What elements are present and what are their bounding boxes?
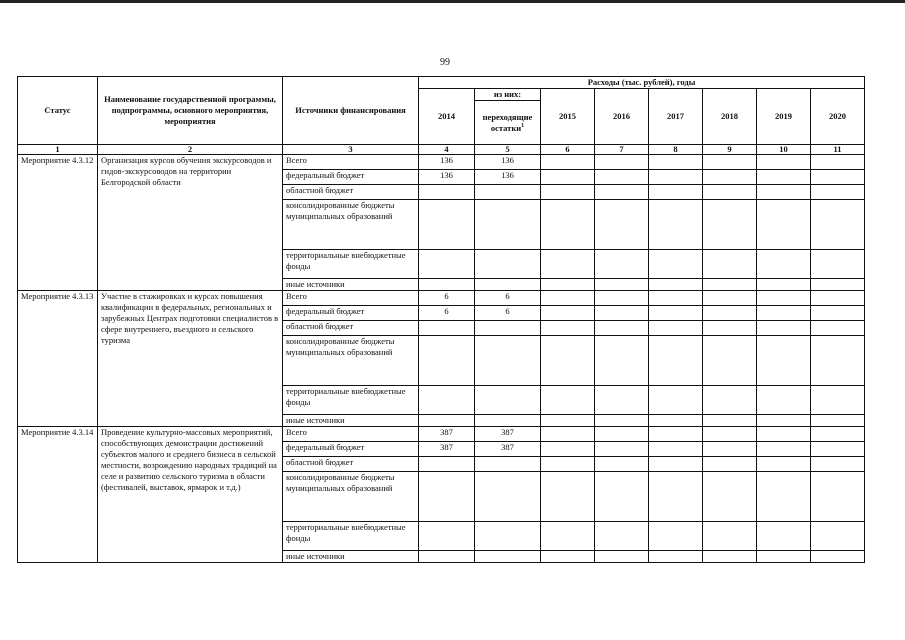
budget-table	[17, 76, 865, 563]
funding-source: областной бюджет	[283, 321, 419, 336]
value-2019	[757, 551, 811, 563]
funding-source: Всего	[283, 291, 419, 306]
value-2016	[595, 336, 649, 386]
value-2020	[811, 200, 865, 250]
value-2020	[811, 170, 865, 185]
value-carryover: 136	[475, 155, 541, 170]
value-2016	[595, 386, 649, 415]
value-2017	[649, 457, 703, 472]
table-body	[18, 155, 865, 563]
header-year-2018: 2018	[703, 89, 757, 145]
header-of-which: из них:	[475, 89, 541, 101]
value-2016	[595, 306, 649, 321]
funding-source: консолидированные бюджеты муниципальных образований	[283, 472, 419, 522]
value-2017	[649, 250, 703, 279]
value-2019	[757, 279, 811, 291]
value-2015	[541, 472, 595, 522]
value-2018	[703, 551, 757, 563]
value-2020	[811, 279, 865, 291]
value-2014	[419, 185, 475, 200]
value-2016	[595, 155, 649, 170]
value-2018	[703, 250, 757, 279]
value-carryover	[475, 522, 541, 551]
value-2017	[649, 386, 703, 415]
value-2015	[541, 321, 595, 336]
value-2018	[703, 442, 757, 457]
value-2018	[703, 472, 757, 522]
header-year-2019: 2019	[757, 89, 811, 145]
value-2016	[595, 250, 649, 279]
value-2014: 136	[419, 155, 475, 170]
value-2018	[703, 386, 757, 415]
table-row	[18, 427, 865, 442]
value-2017	[649, 155, 703, 170]
funding-source: федеральный бюджет	[283, 442, 419, 457]
value-2019	[757, 442, 811, 457]
value-2018	[703, 321, 757, 336]
header-year-2015: 2015	[541, 89, 595, 145]
value-2015	[541, 306, 595, 321]
value-2018	[703, 291, 757, 306]
scan-edge	[0, 0, 905, 3]
value-carryover	[475, 279, 541, 291]
table-row	[18, 155, 865, 170]
value-2017	[649, 336, 703, 386]
measure-name: Проведение культурно-массовых мероприятий, способствующих демонстрации достижений субъектов малого и среднего бизнеса в сельской местности, возрождению народных традиций на селе и развитию сельского туризма в области (фестивалей, выставок, ярмарок и т.д.)	[98, 427, 283, 563]
funding-source: иные источники	[283, 279, 419, 291]
value-2014	[419, 472, 475, 522]
value-2020	[811, 386, 865, 415]
page-number: 99	[440, 57, 450, 68]
value-2015	[541, 170, 595, 185]
measure-name: Участие в стажировках и курсах повышения квалификации в федеральных, региональных и зарубежных Центрах подготовки специалистов в сфере внутреннего, въездного и сельского туризма	[98, 291, 283, 427]
value-2014	[419, 522, 475, 551]
column-number: 7	[595, 145, 649, 155]
value-2016	[595, 279, 649, 291]
value-2016	[595, 442, 649, 457]
value-2014	[419, 551, 475, 563]
value-2017	[649, 522, 703, 551]
funding-source: территориальные внебюджетные фонды	[283, 386, 419, 415]
column-number: 4	[419, 145, 475, 155]
value-2020	[811, 472, 865, 522]
value-2020	[811, 442, 865, 457]
value-2016	[595, 321, 649, 336]
value-2014	[419, 250, 475, 279]
value-2014	[419, 279, 475, 291]
value-carryover	[475, 250, 541, 279]
value-2019	[757, 200, 811, 250]
funding-source: консолидированные бюджеты муниципальных образований	[283, 200, 419, 250]
value-carryover: 387	[475, 442, 541, 457]
column-number: 11	[811, 145, 865, 155]
value-2019	[757, 321, 811, 336]
value-2018	[703, 427, 757, 442]
value-2020	[811, 336, 865, 386]
value-2015	[541, 415, 595, 427]
value-2016	[595, 551, 649, 563]
value-carryover	[475, 321, 541, 336]
value-2014	[419, 457, 475, 472]
value-2015	[541, 200, 595, 250]
value-2017	[649, 442, 703, 457]
value-2018	[703, 415, 757, 427]
value-2019	[757, 415, 811, 427]
value-2014	[419, 336, 475, 386]
value-2018	[703, 200, 757, 250]
value-2018	[703, 185, 757, 200]
funding-source: областной бюджет	[283, 457, 419, 472]
header-carryover: переходящие остатки$^1$	[475, 101, 541, 145]
value-2015	[541, 185, 595, 200]
value-2019	[757, 457, 811, 472]
value-2020	[811, 522, 865, 551]
value-2019	[757, 386, 811, 415]
funding-source: территориальные внебюджетные фонды	[283, 522, 419, 551]
value-carryover	[475, 386, 541, 415]
funding-source: федеральный бюджет	[283, 306, 419, 321]
column-number: 5	[475, 145, 541, 155]
value-carryover	[475, 457, 541, 472]
value-2014	[419, 321, 475, 336]
funding-source: иные источники	[283, 551, 419, 563]
value-2017	[649, 170, 703, 185]
value-2016	[595, 457, 649, 472]
header-sources: Источники финансирования	[283, 77, 419, 145]
measure-status: Мероприятие 4.3.14	[18, 427, 98, 563]
value-2019	[757, 155, 811, 170]
header-expenses: Расходы (тыс. рублей), годы	[419, 77, 865, 89]
value-2016	[595, 200, 649, 250]
funding-source: Всего	[283, 155, 419, 170]
value-2016	[595, 415, 649, 427]
value-2019	[757, 291, 811, 306]
value-2020	[811, 185, 865, 200]
value-2015	[541, 250, 595, 279]
value-carryover: 6	[475, 291, 541, 306]
value-2015	[541, 551, 595, 563]
value-2020	[811, 155, 865, 170]
value-2015	[541, 457, 595, 472]
value-2016	[595, 170, 649, 185]
measure-status: Мероприятие 4.3.13	[18, 291, 98, 427]
value-2015	[541, 291, 595, 306]
value-2019	[757, 250, 811, 279]
header-year-2016: 2016	[595, 89, 649, 145]
value-2020	[811, 291, 865, 306]
header-status: Статус	[18, 77, 98, 145]
header-name: Наименование государственной программы, подпрограммы, основного мероприятия, мероприятия	[98, 77, 283, 145]
value-2017	[649, 321, 703, 336]
value-2016	[595, 522, 649, 551]
value-2014	[419, 386, 475, 415]
funding-source: Всего	[283, 427, 419, 442]
column-number: 1	[18, 145, 98, 155]
value-2015	[541, 279, 595, 291]
value-2016	[595, 472, 649, 522]
value-2019	[757, 336, 811, 386]
value-2015	[541, 522, 595, 551]
column-number: 8	[649, 145, 703, 155]
value-2017	[649, 427, 703, 442]
measure-status: Мероприятие 4.3.12	[18, 155, 98, 291]
value-carryover	[475, 185, 541, 200]
measure-name: Организация курсов обучения экскурсоводов и гидов-экскурсоводов на территории Белгородской области	[98, 155, 283, 291]
value-2015	[541, 155, 595, 170]
value-2014	[419, 200, 475, 250]
value-2018	[703, 522, 757, 551]
value-2019	[757, 185, 811, 200]
value-2014: 387	[419, 442, 475, 457]
column-number: 9	[703, 145, 757, 155]
value-2020	[811, 551, 865, 563]
value-2020	[811, 250, 865, 279]
value-2017	[649, 415, 703, 427]
value-2020	[811, 306, 865, 321]
value-2014: 387	[419, 427, 475, 442]
value-2016	[595, 185, 649, 200]
header-year-2020: 2020	[811, 89, 865, 145]
value-carryover	[475, 200, 541, 250]
value-2019	[757, 427, 811, 442]
value-2015	[541, 386, 595, 415]
column-number: 10	[757, 145, 811, 155]
funding-source: территориальные внебюджетные фонды	[283, 250, 419, 279]
funding-source: иные источники	[283, 415, 419, 427]
funding-source: областной бюджет	[283, 185, 419, 200]
value-carryover	[475, 551, 541, 563]
value-2017	[649, 306, 703, 321]
value-2017	[649, 291, 703, 306]
value-2016	[595, 427, 649, 442]
column-number: 2	[98, 145, 283, 155]
value-2019	[757, 306, 811, 321]
value-2019	[757, 472, 811, 522]
column-number: 3	[283, 145, 419, 155]
value-2019	[757, 522, 811, 551]
value-2020	[811, 427, 865, 442]
value-2018	[703, 306, 757, 321]
column-number: 6	[541, 145, 595, 155]
table-row	[18, 291, 865, 306]
value-2020	[811, 415, 865, 427]
footnote-marker: 1	[521, 122, 525, 129]
column-number-row	[18, 145, 865, 155]
funding-source: федеральный бюджет	[283, 170, 419, 185]
value-2017	[649, 279, 703, 291]
value-carryover	[475, 415, 541, 427]
value-2018	[703, 170, 757, 185]
value-2017	[649, 472, 703, 522]
value-carryover: 387	[475, 427, 541, 442]
value-2014: 6	[419, 306, 475, 321]
value-2014: 6	[419, 291, 475, 306]
value-carryover	[475, 472, 541, 522]
header-year-2017: 2017	[649, 89, 703, 145]
value-2018	[703, 336, 757, 386]
funding-source: консолидированные бюджеты муниципальных образований	[283, 336, 419, 386]
value-2018	[703, 279, 757, 291]
value-2017	[649, 551, 703, 563]
value-2019	[757, 170, 811, 185]
value-2014: 136	[419, 170, 475, 185]
value-2018	[703, 155, 757, 170]
value-2014	[419, 415, 475, 427]
value-2020	[811, 321, 865, 336]
value-carryover	[475, 336, 541, 386]
value-2015	[541, 336, 595, 386]
value-2015	[541, 427, 595, 442]
value-carryover: 6	[475, 306, 541, 321]
value-2017	[649, 185, 703, 200]
value-2016	[595, 291, 649, 306]
value-2020	[811, 457, 865, 472]
value-2015	[541, 442, 595, 457]
value-2017	[649, 200, 703, 250]
value-carryover: 136	[475, 170, 541, 185]
value-2018	[703, 457, 757, 472]
header-year-2014: 2014	[419, 89, 475, 145]
